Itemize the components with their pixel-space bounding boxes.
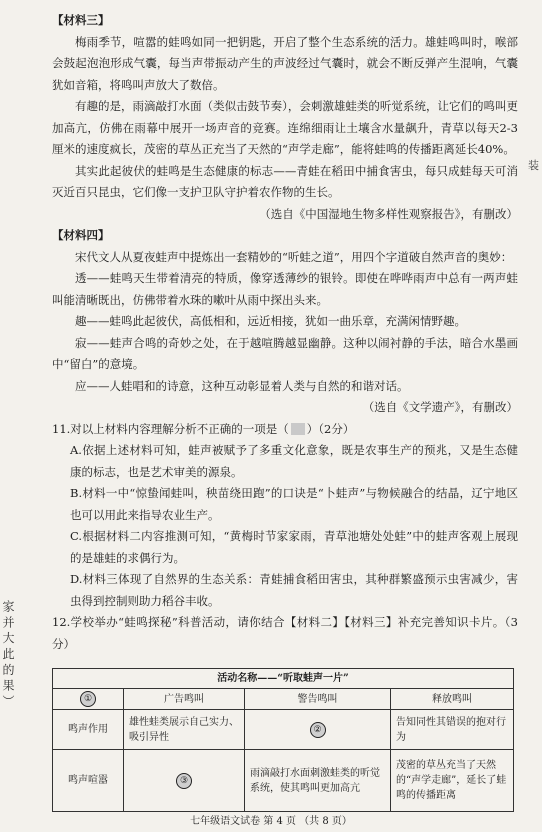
card-title: 活动名称——“听取蛙声一片” (53, 669, 514, 689)
right-margin-text: 装 (528, 159, 539, 172)
material4-p4: 寂——蛙声合鸣的奇妙之处，在于越喧腾越显幽静。这种以闹衬静的手法，暗合水墨画中“留白”的意境。 (52, 335, 518, 371)
material4-source: （选自《文学遗产》，有删改） (362, 400, 518, 414)
row2-cell-3: 茂密的草丛充当了天然的“声学走廊”，延长了蛙鸣的传播距离 (391, 750, 514, 812)
col-header-2: 警告鸣叫 (245, 689, 391, 710)
blank-1[interactable]: ① (80, 691, 96, 707)
col-header-1: 广告鸣叫 (124, 689, 245, 710)
col-header-3: 释放鸣叫 (391, 689, 514, 710)
q11-option-d: D.材料三体现了自然界的生态关系：青蛙捕食稻田害虫，其种群繁盛预示虫害减少，害虫得到控制则助力稻谷丰收。 (70, 572, 518, 608)
row-label-noise: 鸣声喧嚣 (53, 750, 124, 812)
question-11-stem (52, 419, 518, 441)
row-label-function: 鸣声作用 (53, 710, 124, 750)
q11-option-a: A.依据上述材料可知，蛙声被赋予了多重文化意象，既是农事生产的预兆，又是生态健康的标志，也是艺术审美的源泉。 (70, 443, 518, 479)
material3-p2: 有趣的是，雨滴敲打水面（类似击鼓节奏），会刺激雄蛙类的听觉系统，让它们的鸣叫更加高亢，仿佛在雨幕中展开一场声音的竞赛。连绵细雨让土壤含水量飙升，青草以每天2-3厘米的速度疯长，茂密的草丛正充当了天然的“声学走廊”，能将蛙鸣的传播距离延长40%。 (52, 99, 518, 156)
left-margin-text: 家 并 大 此 的 果 ） (1, 600, 15, 707)
page-footer: 七年级语文试卷 第 4 页 （共 8 页） (190, 816, 352, 827)
question-12-stem: 12.学校举办“蛙鸣探秘”科普活动，请你结合【材料二】【材料三】补充完善知识卡片。（3分） (52, 615, 518, 651)
material3-p1: 梅雨季节，喧嚣的蛙鸣如同一把钥匙，开启了整个生态系统的活力。雄蛙鸣叫时，喉部会鼓起泡泡形成气囊，每当声带振动产生的声波经过气囊时，就会不断反弹产生混响，气囊犹如音箱，将鸣叫声放大了数倍。 (52, 34, 518, 92)
row2-cell-2: 雨滴敲打水面刺激蛙类的听觉系统，使其鸣叫更加高亢 (245, 750, 391, 812)
material3-p3: 其实此起彼伏的蛙鸣是生态健康的标志——青蛙在稻田中捕食害虫，每只成蛙每天可消灭近百只昆虫，它们像一支护卫队守护着农作物的生长。 (52, 163, 518, 199)
material3-heading: 【材料三】 (52, 13, 110, 27)
answer-blank[interactable] (291, 423, 305, 435)
q11-stem-a: 11.对以上材料内容理解分析不正确的一项是（ (52, 421, 289, 436)
knowledge-card (52, 668, 514, 812)
blank-3[interactable]: ③ (176, 773, 192, 789)
material4-heading: 【材料四】 (52, 228, 110, 242)
q11-option-c: C.根据材料二内容推测可知，“黄梅时节家家雨，青草池塘处处蛙”中的蛙声客观上展现的是雄蛙的求偶行为。 (70, 529, 518, 565)
q11-stem-b: ）（2分） (306, 421, 355, 436)
main-content (52, 10, 518, 655)
material3-source: （选自《中国湿地生物多样性观察报告》，有删改） (259, 206, 518, 221)
q11-option-b: B.材料一中“惊蛰闻蛙叫，秧苗绕田跑”的口诀是“卜蛙声”与物候融合的结晶，辽宁地区也可以用此来指导农业生产。 (70, 486, 518, 522)
blank-2[interactable]: ② (310, 722, 326, 738)
material4-p5: 应——人蛙唱和的诗意，这种互动彰显着人类与自然的和谐对话。 (75, 378, 409, 393)
material4-p3: 趣——蛙鸣此起彼伏，高低相和，远近相接，犹如一曲乐章，充满闲情野趣。 (75, 314, 466, 328)
material4-p2: 透——蛙鸣天生带着清亮的特质，像穿透薄纱的银铃。即使在哗哗雨声中总有一两声蛙叫能清晰既出，仿佛带着水珠的嗽叶从雨中探出头来。 (52, 271, 518, 307)
material4-p1: 宋代文人从夏夜蛙声中提炼出一套精妙的“听蛙之道”，用四个字道破自然声音的奥妙： (75, 249, 513, 264)
row1-cell-1: 雄性蛙类展示自己实力、吸引异性 (124, 710, 245, 750)
row1-cell-3: 告知同性其错误的抱对行为 (391, 710, 514, 750)
